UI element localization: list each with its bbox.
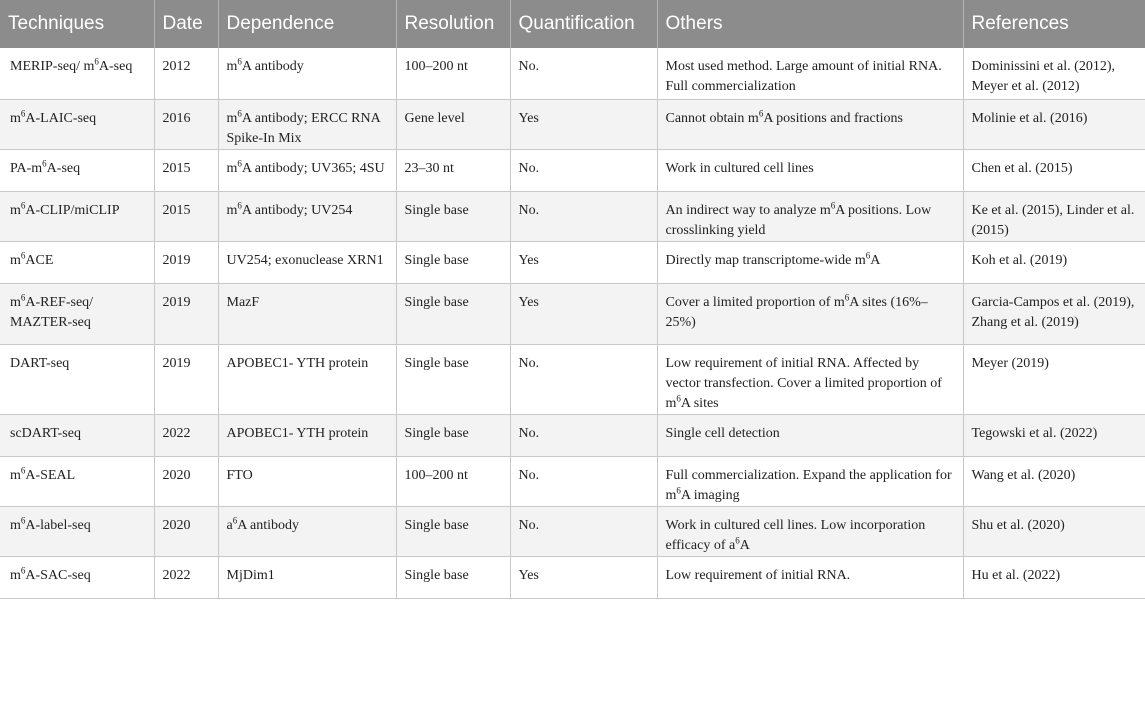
cell-quantification: No. bbox=[510, 456, 657, 506]
cell-others: Low requirement of initial RNA. bbox=[657, 556, 963, 598]
cell-date: 2019 bbox=[154, 283, 218, 344]
column-header-others: Others bbox=[657, 0, 963, 48]
cell-references: Molinie et al. (2016) bbox=[963, 99, 1145, 149]
cell-others: Most used method. Large amount of initial RNA. Full commercialization bbox=[657, 48, 963, 99]
cell-quantification: Yes bbox=[510, 241, 657, 283]
table-header bbox=[0, 0, 1145, 48]
cell-references: Wang et al. (2020) bbox=[963, 456, 1145, 506]
cell-techniques: MERIP-seq/ $m^6A$-seq bbox=[0, 48, 154, 99]
cell-references: Shu et al. (2020) bbox=[963, 506, 1145, 556]
cell-quantification: No. bbox=[510, 414, 657, 456]
cell-references: Dominissini et al. (2012), Meyer et al. (2012) bbox=[963, 48, 1145, 99]
cell-quantification: Yes bbox=[510, 99, 657, 149]
table-row bbox=[0, 456, 1145, 506]
cell-date: 2015 bbox=[154, 191, 218, 241]
cell-dependence: APOBEC1- YTH protein bbox=[218, 344, 396, 414]
column-header-references: References bbox=[963, 0, 1145, 48]
cell-quantification: No. bbox=[510, 344, 657, 414]
cell-techniques: $m^6A-CLIP$/miCLIP bbox=[0, 191, 154, 241]
cell-quantification: Yes bbox=[510, 556, 657, 598]
cell-date: 2022 bbox=[154, 556, 218, 598]
cell-resolution: Single base bbox=[396, 414, 510, 456]
column-header-techniques: Techniques bbox=[0, 0, 154, 48]
cell-dependence: UV254; exonuclease XRN1 bbox=[218, 241, 396, 283]
table-row bbox=[0, 556, 1145, 598]
cell-techniques: $PA-m^6A$-seq bbox=[0, 149, 154, 191]
cell-techniques: $m^6ACE$ bbox=[0, 241, 154, 283]
cell-techniques: $m^6A-label$-seq bbox=[0, 506, 154, 556]
table-row bbox=[0, 344, 1145, 414]
cell-resolution: Single base bbox=[396, 344, 510, 414]
cell-dependence: MazF bbox=[218, 283, 396, 344]
cell-resolution: 23–30 nt bbox=[396, 149, 510, 191]
cell-resolution: Single base bbox=[396, 191, 510, 241]
cell-dependence: $a^6A$ antibody bbox=[218, 506, 396, 556]
cell-quantification: No. bbox=[510, 48, 657, 99]
cell-others: An indirect way to analyze $m^6A$ positions. Low crosslinking yield bbox=[657, 191, 963, 241]
table-row bbox=[0, 48, 1145, 99]
cell-resolution: Single base bbox=[396, 283, 510, 344]
cell-techniques: $m^6A-LAIC$-seq bbox=[0, 99, 154, 149]
cell-date: 2016 bbox=[154, 99, 218, 149]
cell-date: 2022 bbox=[154, 414, 218, 456]
cell-resolution: 100–200 nt bbox=[396, 48, 510, 99]
column-header-date: Date bbox=[154, 0, 218, 48]
table-row bbox=[0, 506, 1145, 556]
cell-quantification: Yes bbox=[510, 283, 657, 344]
cell-others: Work in cultured cell lines. Low incorporation efficacy of $a^6A$ bbox=[657, 506, 963, 556]
cell-references: Koh et al. (2019) bbox=[963, 241, 1145, 283]
cell-others: Cannot obtain $m^6A$ positions and fractions bbox=[657, 99, 963, 149]
cell-date: 2012 bbox=[154, 48, 218, 99]
cell-techniques: $m^6A-REF-seq/$ MAZTER-seq bbox=[0, 283, 154, 344]
cell-quantification: No. bbox=[510, 149, 657, 191]
cell-resolution: Single base bbox=[396, 556, 510, 598]
table-row bbox=[0, 241, 1145, 283]
table-body bbox=[0, 48, 1145, 598]
cell-techniques: $m^6A$-SEAL bbox=[0, 456, 154, 506]
cell-others: Full commercialization. Expand the application for $m^6A$ imaging bbox=[657, 456, 963, 506]
table-row bbox=[0, 191, 1145, 241]
cell-date: 2020 bbox=[154, 456, 218, 506]
cell-techniques: $m^6A-SAC$-seq bbox=[0, 556, 154, 598]
header-row bbox=[0, 0, 1145, 48]
cell-dependence: $m^6A$ antibody bbox=[218, 48, 396, 99]
cell-quantification: No. bbox=[510, 506, 657, 556]
cell-dependence: $m^6A$ antibody; ERCC RNA Spike-In Mix bbox=[218, 99, 396, 149]
cell-date: 2019 bbox=[154, 344, 218, 414]
cell-references: Tegowski et al. (2022) bbox=[963, 414, 1145, 456]
table-row bbox=[0, 99, 1145, 149]
cell-dependence: $m^6A$ antibody; UV254 bbox=[218, 191, 396, 241]
cell-date: 2020 bbox=[154, 506, 218, 556]
cell-resolution: Single base bbox=[396, 506, 510, 556]
cell-references: Chen et al. (2015) bbox=[963, 149, 1145, 191]
cell-others: Directly map transcriptome-wide $m^6A$ bbox=[657, 241, 963, 283]
cell-others: Work in cultured cell lines bbox=[657, 149, 963, 191]
cell-dependence: FTO bbox=[218, 456, 396, 506]
table-row bbox=[0, 283, 1145, 344]
column-header-resolution: Resolution bbox=[396, 0, 510, 48]
cell-techniques: DART-seq bbox=[0, 344, 154, 414]
cell-dependence: MjDim1 bbox=[218, 556, 396, 598]
cell-references: Hu et al. (2022) bbox=[963, 556, 1145, 598]
cell-resolution: 100–200 nt bbox=[396, 456, 510, 506]
cell-others: Low requirement of initial RNA. Affected by vector transfection. Cover a limited proportion of $m^6A$ sites bbox=[657, 344, 963, 414]
table-row bbox=[0, 414, 1145, 456]
column-header-quantification: Quantification bbox=[510, 0, 657, 48]
table-row bbox=[0, 149, 1145, 191]
cell-references: Ke et al. (2015), Linder et al. (2015) bbox=[963, 191, 1145, 241]
column-header-dependence: Dependence bbox=[218, 0, 396, 48]
cell-dependence: $m^6A$ antibody; UV365; 4SU bbox=[218, 149, 396, 191]
cell-references: Meyer (2019) bbox=[963, 344, 1145, 414]
cell-others: Single cell detection bbox=[657, 414, 963, 456]
cell-others: Cover a limited proportion of $m^6A$ sites (16%–25%) bbox=[657, 283, 963, 344]
cell-resolution: Gene level bbox=[396, 99, 510, 149]
cell-references: Garcia-Campos et al. (2019), Zhang et al. (2019) bbox=[963, 283, 1145, 344]
cell-dependence: APOBEC1- YTH protein bbox=[218, 414, 396, 456]
cell-date: 2015 bbox=[154, 149, 218, 191]
cell-quantification: No. bbox=[510, 191, 657, 241]
cell-techniques: scDART-seq bbox=[0, 414, 154, 456]
cell-date: 2019 bbox=[154, 241, 218, 283]
cell-resolution: Single base bbox=[396, 241, 510, 283]
